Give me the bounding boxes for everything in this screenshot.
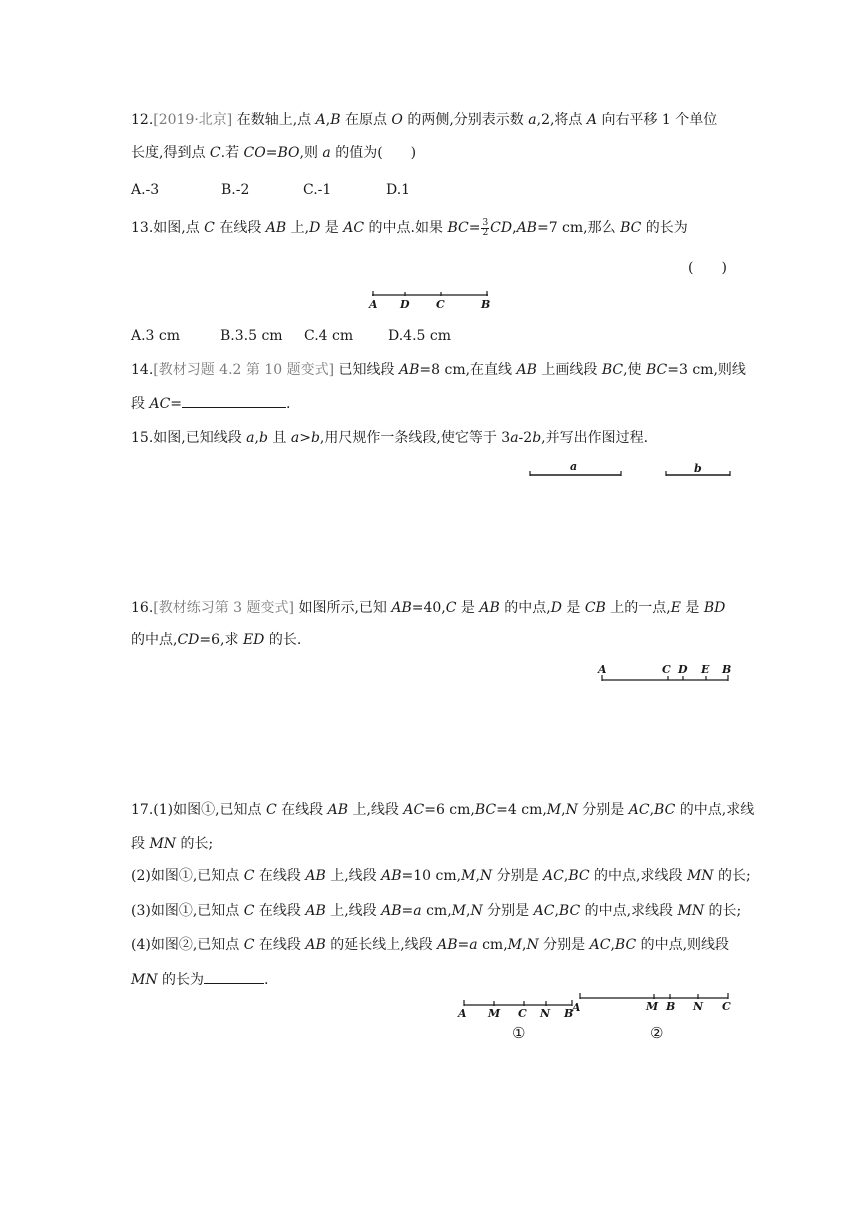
q14-answer-blank[interactable] <box>182 393 286 408</box>
q13-segment-figure <box>368 288 498 312</box>
q17-fig2-caption: ② <box>650 1024 664 1042</box>
q16-label-e: E <box>701 663 710 676</box>
q12-option-b[interactable]: B.-2 <box>221 182 250 198</box>
q17-fig2-label-m: M <box>646 1000 659 1013</box>
q12-option-c[interactable]: C.-1 <box>303 182 332 198</box>
q14-line-2: 段 AC= . <box>131 393 290 414</box>
q17-part3: (3)如图①,已知点 C 在线段 AB 上,线段 AB=a cm,M,N 分别是 AC,BC 的中点,求线段 MN 的长; <box>131 903 742 919</box>
q13-label-c: C <box>436 298 445 311</box>
q16-line-1: 16.[教材练习第 3 题变式] 如图所示,已知 AB=40,C 是 AB 的中点,D 是 CB 上的一点,E 是 BD <box>131 600 726 616</box>
q17-part4-answer-blank[interactable] <box>204 969 264 984</box>
q12-option-a[interactable]: A.-3 <box>131 182 160 198</box>
q17-fig1-label-b: B <box>564 1007 574 1020</box>
q12-number: 12. <box>131 112 154 128</box>
q12-option-d[interactable]: D.1 <box>386 182 411 198</box>
q15-segment-a <box>528 458 624 480</box>
q15-segment-b-label: b <box>694 462 702 475</box>
q12-line-1: 12.[2019·北京] 在数轴上,点 A,B 在原点 O 的两侧,分别表示数 a,2,将点 A 向右平移 1 个单位 <box>131 112 718 128</box>
q13-option-c[interactable]: C.4 cm <box>304 328 354 344</box>
q17-part2: (2)如图①,已知点 C 在线段 AB 上,线段 AB=10 cm,M,N 分别是 AC,BC 的中点,求线段 MN 的长; <box>131 868 751 884</box>
q16-label-d: D <box>678 663 688 676</box>
q17-fig1-label-n: N <box>540 1007 551 1020</box>
q17-fig2-label-n: N <box>693 1000 704 1013</box>
q12-source-tag: [2019·北京] <box>153 112 233 128</box>
q17-fig2-label-b: B <box>666 1000 676 1013</box>
q16-label-b: B <box>722 663 732 676</box>
q17-part1-line-1: 17.(1)如图①,已知点 C 在线段 AB 上,线段 AC=6 cm,BC=4 cm,M,N 分别是 AC,BC 的中点,求线 <box>131 802 755 818</box>
q13-option-b[interactable]: B.3.5 cm <box>220 328 283 344</box>
q16-label-a: A <box>598 663 607 676</box>
q16-label-c: C <box>662 663 671 676</box>
q14-number: 14. <box>131 362 154 378</box>
q17-part1-line-2: 段 MN 的长; <box>131 836 214 852</box>
q12-line-2: 长度,得到点 C.若 CO=BO,则 a 的值为( ) <box>131 145 417 161</box>
q17-fig1-label-c: C <box>518 1007 527 1020</box>
q13-line-1: 13.如图,点 C 在线段 AB 上,D 是 AC 的中点.如果 BC= $\frac{3}{2}$ CD,AB=7 cm,那么 BC 的长为 <box>131 217 688 238</box>
q13-label-b: B <box>481 298 491 311</box>
q17-part4-line-2: MN 的长为 . <box>131 969 269 990</box>
q13-label-d: D <box>400 298 410 311</box>
q15-segment-b <box>664 458 734 480</box>
q13-option-a[interactable]: A.3 cm <box>131 328 181 344</box>
q17-fig2-label-a: A <box>572 1001 581 1014</box>
q17-figure-2 <box>570 990 740 1042</box>
q16-segment-figure <box>596 660 736 686</box>
q17-fig1-label-m: M <box>488 1007 501 1020</box>
q17-fig2-label-c: C <box>722 1000 731 1013</box>
q14-source-tag: [教材习题 4.2 第 10 题变式] <box>153 362 335 378</box>
q13-number: 13. <box>131 220 154 236</box>
q13-answer-paren: ( ) <box>688 260 727 276</box>
q15-segment-a-label: a <box>570 460 578 473</box>
q13-option-d[interactable]: D.4.5 cm <box>388 328 452 344</box>
q16-number: 16. <box>131 600 154 616</box>
q16-source-tag: [教材练习第 3 题变式] <box>153 600 294 616</box>
q17-part4-line-1: (4)如图②,已知点 C 在线段 AB 的延长线上,线段 AB=a cm,M,N 分别是 AC,BC 的中点,则线段 <box>131 937 730 953</box>
q17-figure-1 <box>454 996 584 1042</box>
q17-fig1-caption: ① <box>512 1024 526 1042</box>
q13-label-a: A <box>369 298 378 311</box>
q13-fraction: $\frac{3}{2}$ <box>482 217 489 238</box>
q14-line-1: 14.[教材习题 4.2 第 10 题变式] 已知线段 AB=8 cm,在直线 AB 上画线段 BC,使 BC=3 cm,则线 <box>131 362 746 378</box>
q16-line-2: 的中点,CD=6,求 ED 的长. <box>131 632 302 648</box>
q17-fig1-label-a: A <box>458 1007 467 1020</box>
q15-number: 15. <box>131 430 154 446</box>
q15-line-1: 15.如图,已知线段 a,b 且 a>b,用尺规作一条线段,使它等于 3a-2b,并写出作图过程. <box>131 430 649 446</box>
